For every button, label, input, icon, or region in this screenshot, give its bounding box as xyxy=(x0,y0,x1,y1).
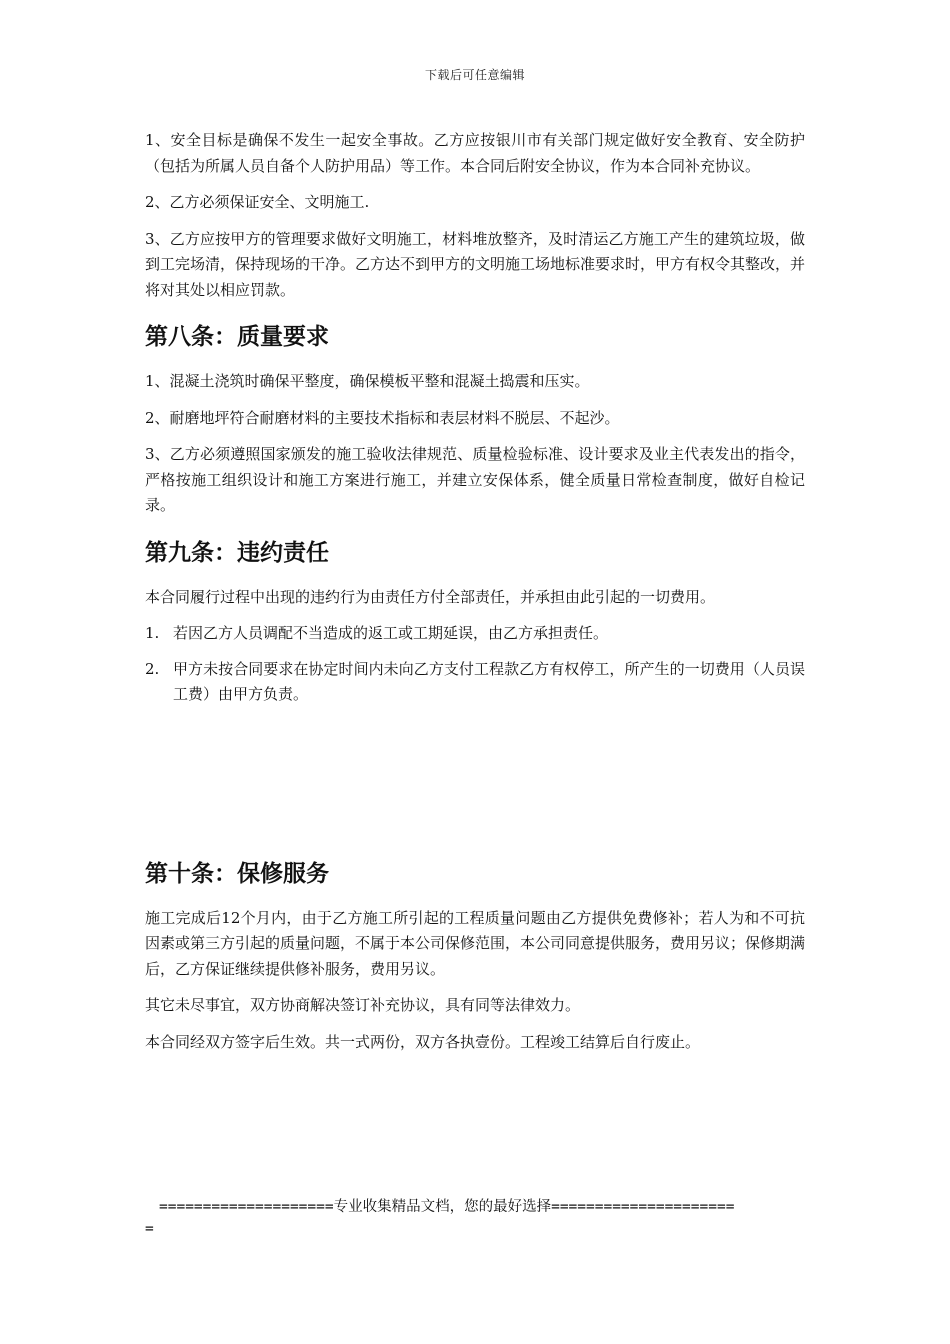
clause-8-2: 2、耐磨地坪符合耐磨材料的主要技术指标和表层材料不脱层、不起沙。 xyxy=(145,408,620,427)
list-number: 2. xyxy=(145,659,160,678)
list-number: 1. xyxy=(145,624,160,642)
clause-8-1: 1、混凝土浇筑时确保平整度，确保模板平整和混凝土捣震和压实。 xyxy=(145,372,590,390)
list-text: 若因乙方人员调配不当造成的返工或工期延误，由乙方承担责任。 xyxy=(173,624,609,642)
section-9-title: 第九条：违约责任 xyxy=(145,539,329,566)
clause-7-1: 1、安全目标是确保不发生一起安全事故。乙方应按银川市有关部门规定做好安全教育、安全防护（包括为所属人员自备个人防护用品）等工作。本合同后附安全协议，作为本合同补充协议。 xyxy=(145,131,805,175)
clause-7-3: 3、乙方应按甲方的管理要求做好文明施工，材料堆放整齐，及时清运乙方施工产生的建筑垃圾，做到工完场清，保持现场的干净。乙方达不到甲方的文明施工场地标准要求时，甲方有权令其整改，并将对其处以相应罚款。 xyxy=(145,229,806,299)
blank-space xyxy=(145,718,805,840)
footer-banner: ====================专业收集精品文档，您的最好选择===================== xyxy=(159,1199,735,1215)
footer-banner-tail: = xyxy=(145,1221,154,1237)
clause-8-3: 3、乙方必须遵照国家颁发的施工验收法律规范、质量检验标准、设计要求及业主代表发出的指令，严格按施工组织设计和施工方案进行施工，并建立安保体系，健全质量日常检查制度，做好自检记录。 xyxy=(145,445,805,514)
clause-10-3: 本合同经双方签字后生效。共一式两份，双方各执壹份。工程竣工结算后自行废止。 xyxy=(145,1032,701,1051)
section-10-title: 第十条：保修服务 xyxy=(145,860,329,887)
section-8-title: 第八条：质量要求 xyxy=(145,324,329,350)
page-header: 下载后可任意编辑 xyxy=(424,68,525,82)
clause-10-1: 施工完成后12个月内，由于乙方施工所引起的工程质量问题由乙方提供免费修补；若人为和不可抗因素或第三方引起的质量问题，不属于本公司保修范围，本公司同意提供服务，费用另议；保修期满后，乙方保证继续提供修补服务，费用另议。 xyxy=(145,908,806,978)
list-text: 甲方未按合同要求在协定时间内未向乙方支付工程款乙方有权停工，所产生的一切费用（人员误工费）由甲方负责。 xyxy=(173,659,805,703)
page-footer xyxy=(145,1196,810,1240)
clause-10-2: 其它未尽事宜，双方协商解决签订补充协议，具有同等法律效力。 xyxy=(145,996,581,1014)
clause-7-2: 2、乙方必须保证安全、文明施工. xyxy=(145,193,370,211)
document-body xyxy=(145,128,805,1066)
list-item xyxy=(145,657,805,708)
list-item xyxy=(145,621,805,647)
section-9-intro: 本合同履行过程中出现的违约行为由责任方付全部责任，并承担由此引起的一切费用。 xyxy=(145,587,716,606)
